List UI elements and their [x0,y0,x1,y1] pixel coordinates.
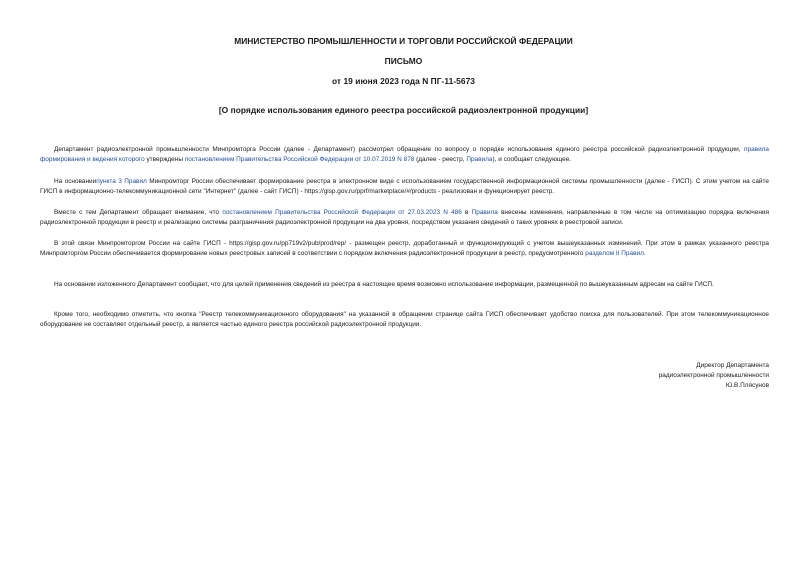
paragraph-6 [40,310,769,330]
paragraph-4-text-1: В этой связи Минпромторгом России на сайте ГИСП - https://gisp.gov.ru/pp719v2/pub/prod/rep/ - размещен реестр, доработанный и функционирующий с учетом вышеуказанных изменений. При этом в рамках указанного реестра Минпромторгом России обеспечивается формирование новых реестровых записей в соответствии с порядком включения радиоэлектронной продукции в реестр, предусмотренного [40,240,769,258]
link-resolution-878[interactable]: постановлением Правительства Российской Федерации от 10.07.2019 N 878 [184,156,415,164]
paragraph-1-text-1: Департамент радиоэлектронной промышленности Минпромторга России (далее - Департамент) рассмотрел обращение по вопросу о порядке использования единого реестра российской радиоэлектронной продукции, [54,146,744,153]
paragraph-1-text-3: (далее - реестр, [414,156,467,164]
paragraph-5-text-1: На основании изложенного Департамент сообщает, что для целей применения сведений из реестра в настоящее время возможно использование информации, размещенной по вышеуказанным адресам на сайте ГИСП. [54,281,714,288]
paragraph-6-text-1: Кроме того, необходимо отметить, что кнопка "Реестр телекоммуникационного оборудования" на указанной в обращении странице сайта ГИСП обеспечивает удобство поиска для пользователей. При этом телекоммуникационное оборудование не составляет отдельный реестр, а является частью единого реестра российской радиоэлектронной продукции. [40,311,769,329]
paragraph-3-text-2: в [461,209,472,216]
paragraph-3 [40,208,769,228]
ministry-heading: МИНИСТЕРСТВО ПРОМЫШЛЕННОСТИ И ТОРГОВЛИ РОССИЙСКОЙ ФЕДЕРАЦИИ [234,36,573,46]
paragraph-1-text-2: утверждены [144,156,185,164]
document-subject: [О порядке использования единого реестра российской радиоэлектронной продукции] [218,105,589,115]
link-section-2-rules[interactable]: разделом II Правил [585,250,644,258]
paragraph-2 [40,177,769,197]
paragraph-4 [40,239,769,259]
link-rules-point-3[interactable]: пункта 3 Правил [96,178,147,185]
paragraph-3-text-1: Вместе с тем Департамент обращает внимание, что [54,209,223,216]
paragraph-1-text-4: ), и сообщает следующее. [492,156,572,164]
link-rules-formation[interactable]: правила формирования и ведения которого [40,146,769,164]
signature-block [659,361,769,392]
document-date-number: от 19 июня 2023 года N ПГ-11-5673 [331,76,476,86]
link-rules[interactable]: Правила [466,156,493,164]
paragraph-2-text-1: На основании [54,178,97,185]
paragraph-1 [40,145,769,165]
link-resolution-486[interactable]: постановлением Правительства Российской Федерации от 27.03.2023 N 486 [222,209,462,216]
signature-department: радиоэлектронной промышленности [658,372,769,380]
paragraph-5 [40,280,769,290]
signature-name: Ю.В.Плясунов [725,382,769,390]
document-type: ПИСЬМО [384,56,423,66]
paragraph-4-text-2: . [643,250,646,258]
paragraph-2-text-2: Минпромторг России обеспечивает формирование реестра в электронном виде с использованием государственной информационной системы промышленности (далее - ГИСП). С этим учетом на сайте ГИСП в информационно-телекоммуникационной сети "Интернет" (далее - сайт ГИСП) - https://gisp.gov.ru/pprf/marketplace/#/products - реализован и функционирует реестр. [40,178,769,196]
link-rules-2[interactable]: Правила [471,209,498,216]
paragraph-3-text-3: внесены изменения, направленные в том числе на оптимизацию порядка включения радиоэлектронной продукции в реестр и реализацию системы разграничения радиоэлектронной продукции на два уровня, посредством указания сведений о таких уровнях в реестровой записи. [40,209,770,227]
signature-position: Директор Департамента [696,362,769,369]
